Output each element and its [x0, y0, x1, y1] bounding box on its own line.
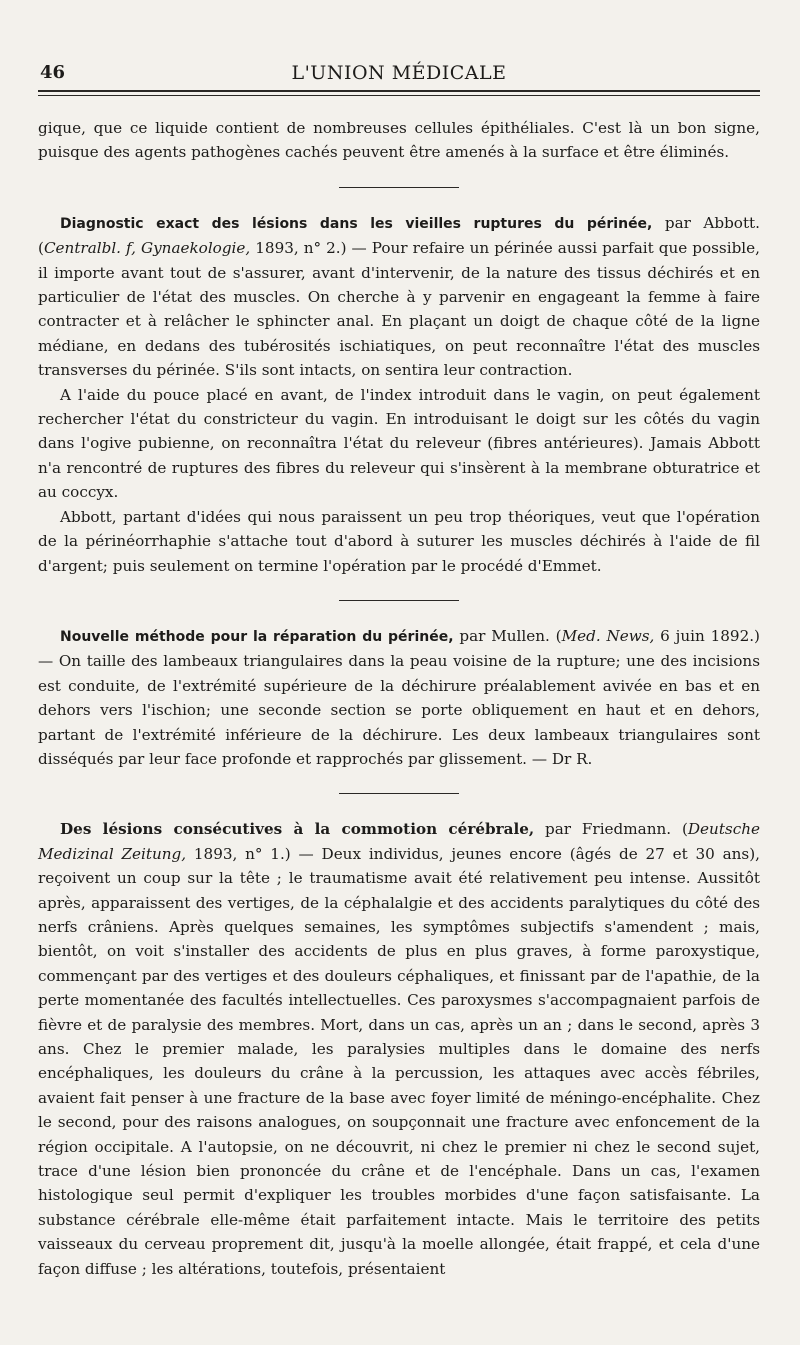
mullen-title: Nouvelle méthode pour la réparation du périnée, [60, 628, 454, 645]
friedmann-byline: par Friedmann. ( [534, 820, 688, 839]
section-separator [339, 793, 459, 794]
mullen-body: On taille des lambeaux triangulaires dans la peau voisine de la rupture; une des incisions est conduite, de l'extrémité supérieure de la déchirure préalablement avivée en bas et en dehors vers l'ischion; une seconde section se porte obliquement en haut et en dehors, partant de l'extrémité inférieure de la déchirure. Les deux lambeaux triangulaires sont disséqués par leur face profonde et rapprochés par glissement. — Dr R. [38, 652, 761, 768]
friedmann-body: Deux individus, jeunes encore (âgés de 27 et 30 ans), reçoivent un coup sur la tête ; le traumatisme avait été relativement peu intense. Aussitôt après, apparaissent des vertiges, de la céphalalgie et des accidents paralytiques du côté des nerfs crâniens. Après quelques semaines, les symptômes subjectifs s'amendent ; mais, bientôt, on voit s'installer des accidents de plus en plus graves, à forme paroxystique, commençant par des vertiges et des douleurs céphaliques, et finissant par de l'apathie, de la perte momentanée des facultés intellectuelles. Ces paroxysmes s'accompagnaient parfois de fièvre et de paralysie des membres. Mort, dans un cas, après un an ; dans le second, après 3 ans. Chez le premier malade, les paralysies multiples dans le domaine des nerfs encéphaliques, les douleurs du crâne à la percussion, les attaques avec accès fébriles, avaient fait penser à une fracture de la base avec foyer limité de méningo-encéphalite. Chez le second, pour des raisons analogues, on soupçonnait une fracture avec enfoncement de la région occipitale. A l'autopsie, on ne découvrit, ni chez le premier ni chez le second sujet, trace d'une lésion bien prononcée du crâne et de l'encéphale. Dans un cas, l'examen histologique seul permit d'expliquer les troubles morbides d'une façon satisfaisante. La substance cérébrale elle-même était parfaitement intacte. Mais le territoire des petits vaisseaux du cerveau proprement dit, jusqu'à la moelle allongée, était frappé, et cela d'une façon diffuse ; les altérations, toutefois, présentaient [38, 844, 760, 1278]
mullen-paragraph [38, 624, 760, 771]
intro-paragraph: gique, que ce liquide contient de nombreuses cellules épithéliales. C'est là un bon signe, puisque des agents pathogènes cachés peuvent être amenés à la surface et être éliminés. [38, 119, 760, 162]
friedmann-paragraph [38, 817, 760, 1281]
header-rule-thin [38, 95, 760, 96]
section-separator [339, 600, 459, 601]
section-separator [339, 187, 459, 188]
abbott-paragraph-1 [38, 211, 760, 383]
abbott-title: Diagnostic exact des lésions dans les vieilles ruptures du périnée, [60, 215, 653, 232]
abbott-citation: Centralbl. f, Gynaekologie, [43, 239, 251, 258]
abbott-paragraph-2: A l'aide du pouce placé en avant, de l'index introduit dans le vagin, on peut également rechercher l'état du constricteur du vagin. En introduisant le doigt sur les côtés du vagin dans l'ogive pubienne, on reconnaîtra l'état du releveur (fibres antérieures). Jamais Abbott n'a rencontré de ruptures des fibres du releveur qui s'insèrent à la membrane obturatrice et au coccyx. [38, 385, 760, 502]
friedmann-title: Des lésions consécutives à la commotion cérébrale, [60, 820, 535, 839]
mullen-citation: Med. News, [561, 626, 655, 645]
page-number: 46 [40, 62, 66, 83]
abbott-paragraph-3: Abbott, partant d'idées qui nous paraissent un peu trop théoriques, veut que l'opération de la périnéorrhaphie s'attache tout d'abord à suturer les muscles déchirés à l'aide de fil d'argent; puis seulement on termine l'opération par le procédé d'Emmet. [38, 507, 760, 575]
friedmann-citation-detail: 1893, n° 1.) — [186, 844, 322, 863]
abbott-citation-detail: 1893, n° 2.) — [250, 239, 372, 258]
mullen-citation-detail: 6 juin 1892.) — [38, 626, 760, 671]
running-title: L'UNION MÉDICALE [291, 62, 507, 84]
abbott-byline: par Abbott. ( [38, 213, 760, 258]
mullen-byline: par Mullen. ( [453, 626, 562, 645]
page-header [38, 0, 760, 98]
header-rule-thick [38, 90, 760, 92]
friedmann-citation: Deutsche Medizinal Zeitung, [38, 820, 760, 863]
article-body [38, 116, 760, 1281]
abbott-p1-text: Pour refaire un périnée aussi parfait que possible, il importe avant tout de s'assurer, avant d'intervenir, de la nature des tissus déchirés et en particulier de l'état des muscles. On cherche à y parvenir en engageant la femme à faire contracter et à relâcher le sphincter anal. En plaçant un doigt de chaque côté de la ligne médiane, en dedans des tubérosités ischiatiques, on peut reconnaître l'état des muscles transverses du périnée. S'ils sont intacts, on sentira leur contraction. [38, 239, 760, 380]
